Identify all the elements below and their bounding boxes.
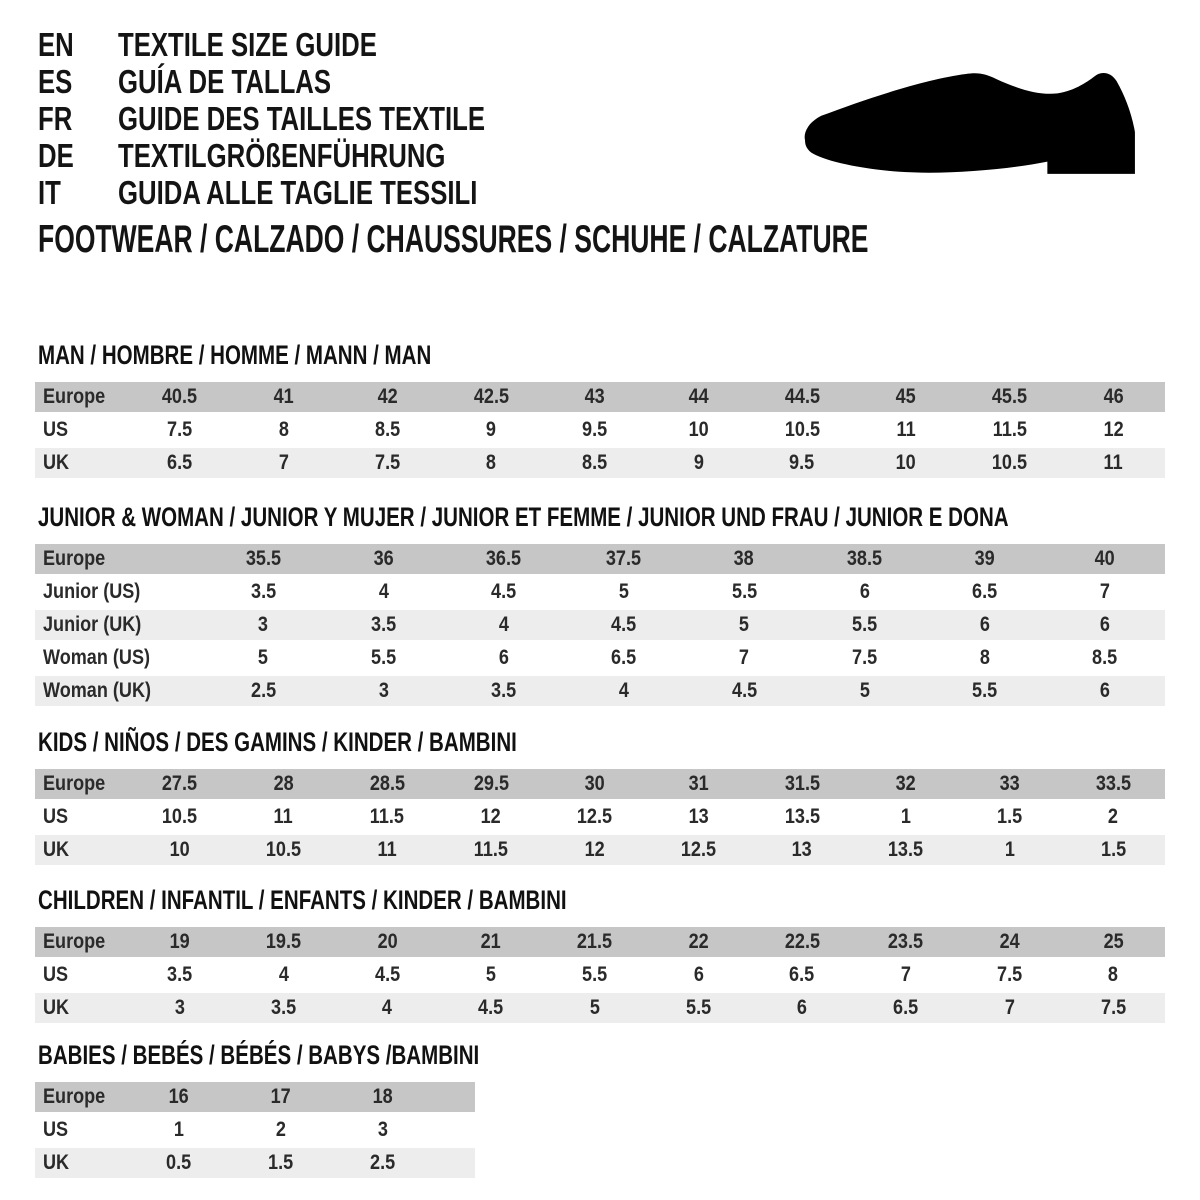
table-row <box>35 835 1165 865</box>
size-value-cell: 31 <box>688 772 709 795</box>
size-table-section <box>35 341 1165 481</box>
row-label: Europe <box>43 930 106 953</box>
size-value-cell: 3 <box>377 1118 389 1141</box>
size-value-cell: 3.5 <box>250 580 276 603</box>
size-value-cell: 6.5 <box>893 996 919 1019</box>
size-value-cell: 19.5 <box>265 930 302 953</box>
size-value-cell: 7 <box>1099 580 1110 603</box>
table-row <box>35 993 1165 1023</box>
size-value-cell: 2.5 <box>370 1151 396 1174</box>
size-value-cell: 1.5 <box>1100 838 1126 861</box>
size-value-cell: 22 <box>688 930 709 953</box>
size-value-cell: 11 <box>377 838 397 861</box>
size-value-cell: 10 <box>169 838 190 861</box>
row-label: UK <box>43 996 70 1019</box>
row-label: US <box>43 805 69 828</box>
size-value-cell: 4.5 <box>731 679 757 702</box>
row-label: Woman (US) <box>43 646 151 669</box>
size-value-cell: 5 <box>485 963 496 986</box>
size-value-cell: 8 <box>1108 963 1119 986</box>
size-value-cell: 7.5 <box>1100 996 1126 1019</box>
size-value-cell: 27.5 <box>162 772 198 795</box>
size-table <box>35 769 1165 865</box>
size-value-cell: 11.5 <box>370 805 405 828</box>
table-row <box>35 676 1165 706</box>
size-value-cell: 42 <box>377 385 398 408</box>
row-label: UK <box>43 1151 70 1174</box>
language-label: TEXTILE SIZE GUIDE <box>118 25 377 63</box>
size-value-cell: 6.5 <box>167 451 193 474</box>
size-value-cell: 6 <box>693 963 704 986</box>
size-value-cell: 10.5 <box>265 838 302 861</box>
language-label: GUIDA ALLE TAGLIE TESSILI <box>118 173 478 211</box>
size-value-cell: 7 <box>1004 996 1015 1019</box>
row-label: Europe <box>43 547 106 570</box>
size-value-cell: 12 <box>1103 418 1124 441</box>
size-value-cell: 8.5 <box>1092 646 1118 669</box>
size-value-cell: 31.5 <box>784 772 820 795</box>
size-value-cell: 0.5 <box>166 1151 192 1174</box>
size-value-cell: 13.5 <box>784 805 820 828</box>
size-value-cell: 2 <box>275 1118 287 1141</box>
size-value-cell: 32 <box>895 772 916 795</box>
size-value-cell: 18 <box>372 1085 394 1108</box>
size-value-cell: 9 <box>485 418 496 441</box>
size-value-cell: 7.5 <box>996 963 1023 986</box>
size-value-cell: 6 <box>1099 613 1110 636</box>
row-label: Europe <box>43 385 106 408</box>
size-value-cell: 41 <box>273 385 294 408</box>
language-label: GUÍA DE TALLAS <box>118 62 332 100</box>
row-label: Junior (UK) <box>43 613 142 636</box>
row-label: UK <box>43 451 70 474</box>
size-value-cell: 9.5 <box>789 451 815 474</box>
size-value-cell: 12.5 <box>577 805 613 828</box>
size-value-cell: 29.5 <box>473 772 509 795</box>
size-value-cell: 7 <box>739 646 750 669</box>
table-row <box>35 927 1165 957</box>
language-code: FR <box>38 99 73 137</box>
size-value-cell: 20 <box>377 930 398 953</box>
size-value-cell: 44 <box>688 385 709 408</box>
size-value-cell: 5.5 <box>582 963 608 986</box>
table-title: KIDS / NIÑOS / DES GAMINS / KINDER / BAMBINI <box>38 727 517 757</box>
size-value-cell: 4.5 <box>611 613 637 636</box>
row-label: US <box>43 418 69 441</box>
size-value-cell: 28.5 <box>369 772 405 795</box>
language-row <box>38 100 589 137</box>
size-value-cell: 1.5 <box>268 1151 294 1174</box>
size-value-cell: 4 <box>498 613 509 636</box>
size-value-cell: 5 <box>258 646 269 669</box>
table-row <box>35 1148 475 1178</box>
table-row <box>35 643 1165 673</box>
size-value-cell: 37.5 <box>606 547 642 570</box>
size-value-cell: 3.5 <box>270 996 297 1019</box>
size-value-cell: 11.5 <box>473 838 509 861</box>
size-table-section <box>35 886 1165 1026</box>
size-value-cell: 11.5 <box>992 418 1027 441</box>
size-value-cell: 40.5 <box>162 385 198 408</box>
size-value-cell: 45.5 <box>991 385 1028 408</box>
row-label: US <box>43 1118 69 1141</box>
size-value-cell: 6 <box>797 996 808 1019</box>
size-value-cell: 46 <box>1103 385 1124 408</box>
language-code: DE <box>38 136 74 174</box>
size-value-cell: 3.5 <box>167 963 193 986</box>
size-value-cell: 33 <box>999 772 1020 795</box>
table-row <box>35 1115 475 1145</box>
size-value-cell: 38 <box>734 547 755 570</box>
table-title: JUNIOR & WOMAN / JUNIOR Y MUJER / JUNIOR ET FEMME / JUNIOR UND FRAU / JUNIOR E DONA <box>38 502 1009 532</box>
table-title: CHILDREN / INFANTIL / ENFANTS / KINDER / BAMBINI <box>38 885 567 915</box>
size-value-cell: 6 <box>979 613 990 636</box>
shoe-icon <box>803 70 1139 184</box>
size-value-cell: 10 <box>895 451 916 474</box>
table-row <box>35 960 1165 990</box>
size-table-section <box>35 503 1165 709</box>
size-value-cell: 5 <box>859 679 870 702</box>
size-value-cell: 39 <box>974 547 995 570</box>
table-row <box>35 802 1165 832</box>
size-value-cell: 3 <box>258 613 269 636</box>
table-row <box>35 769 1165 799</box>
size-value-cell: 19 <box>169 930 190 953</box>
size-value-cell: 7.5 <box>374 451 400 474</box>
size-value-cell: 1 <box>1004 838 1015 861</box>
size-value-cell: 8.5 <box>582 451 608 474</box>
language-row <box>38 174 589 211</box>
language-row <box>38 26 589 63</box>
language-code: EN <box>38 25 74 63</box>
row-label: US <box>43 963 69 986</box>
row-label: UK <box>43 838 70 861</box>
size-value-cell: 6 <box>859 580 870 603</box>
size-value-cell: 5.5 <box>851 613 877 636</box>
size-value-cell: 5.5 <box>972 679 998 702</box>
size-value-cell: 4 <box>618 679 629 702</box>
size-value-cell: 3.5 <box>370 613 396 636</box>
size-value-cell: 10.5 <box>784 418 820 441</box>
table-title: BABIES / BEBÉS / BÉBÉS / BABYS /BAMBINI <box>38 1040 480 1070</box>
size-value-cell: 10 <box>688 418 709 441</box>
size-value-cell: 9 <box>693 451 704 474</box>
size-value-cell: 1.5 <box>996 805 1023 828</box>
row-label: Woman (UK) <box>43 679 152 702</box>
size-value-cell: 7 <box>278 451 289 474</box>
language-label: GUIDE DES TAILLES TEXTILE <box>118 99 486 137</box>
size-value-cell: 3 <box>174 996 185 1019</box>
size-value-cell: 12 <box>480 805 502 828</box>
size-value-cell: 42.5 <box>473 385 509 408</box>
size-value-cell: 25 <box>1103 930 1124 953</box>
size-value-cell: 4 <box>382 996 393 1019</box>
size-value-cell: 23.5 <box>888 930 924 953</box>
size-value-cell: 5 <box>618 580 629 603</box>
size-value-cell: 11 <box>274 805 294 828</box>
size-value-cell: 36 <box>373 547 394 570</box>
size-value-cell: 35.5 <box>245 547 281 570</box>
table-row <box>35 610 1165 640</box>
table-row <box>35 382 1165 412</box>
size-value-cell: 13.5 <box>888 838 924 861</box>
size-value-cell: 7.5 <box>167 418 193 441</box>
size-value-cell: 30 <box>584 772 605 795</box>
size-value-cell: 9.5 <box>582 418 608 441</box>
table-row <box>35 448 1165 478</box>
size-value-cell: 4.5 <box>491 580 517 603</box>
size-value-cell: 40 <box>1094 547 1115 570</box>
size-value-cell: 2.5 <box>250 679 276 702</box>
size-value-cell: 5.5 <box>731 580 757 603</box>
size-value-cell: 13 <box>792 838 813 861</box>
language-code: IT <box>38 173 61 211</box>
table-row <box>35 577 1165 607</box>
size-value-cell: 45 <box>895 385 916 408</box>
size-value-cell: 8.5 <box>374 418 400 441</box>
table-title: MAN / HOMBRE / HOMME / MANN / MAN <box>38 340 432 370</box>
size-value-cell: 13 <box>688 805 709 828</box>
size-table-section <box>35 728 1165 868</box>
size-value-cell: 7 <box>900 963 911 986</box>
size-value-cell: 17 <box>270 1085 292 1108</box>
size-value-cell: 10.5 <box>162 805 198 828</box>
size-value-cell: 4 <box>278 963 289 986</box>
language-row <box>38 63 589 100</box>
size-value-cell: 5.5 <box>370 646 396 669</box>
size-value-cell: 44.5 <box>784 385 820 408</box>
size-value-cell: 4 <box>378 580 389 603</box>
size-value-cell: 10.5 <box>991 451 1028 474</box>
size-value-cell: 11 <box>896 418 916 441</box>
size-value-cell: 8 <box>485 451 496 474</box>
size-value-cell: 1 <box>173 1118 185 1141</box>
size-value-cell: 8 <box>278 418 289 441</box>
size-value-cell: 43 <box>584 385 605 408</box>
size-value-cell: 11 <box>1103 451 1123 474</box>
size-table-section <box>35 1040 480 1181</box>
size-value-cell: 12 <box>584 838 605 861</box>
size-value-cell: 5 <box>739 613 750 636</box>
size-value-cell: 6.5 <box>789 963 815 986</box>
size-value-cell: 3.5 <box>491 679 517 702</box>
size-value-cell: 6.5 <box>611 646 637 669</box>
row-label: Europe <box>43 772 106 795</box>
size-value-cell: 6 <box>498 646 509 669</box>
language-header <box>38 26 589 211</box>
size-value-cell: 1 <box>900 805 911 828</box>
size-value-cell: 2 <box>1108 805 1119 828</box>
category-heading: FOOTWEAR / CALZADO / CHAUSSURES / SCHUHE / CALZATURE <box>38 218 869 261</box>
size-value-cell: 28 <box>273 772 294 795</box>
size-table <box>35 1082 475 1178</box>
size-value-cell: 22.5 <box>784 930 820 953</box>
table-row <box>35 415 1165 445</box>
table-row <box>35 1082 475 1112</box>
size-value-cell: 5 <box>589 996 600 1019</box>
size-value-cell: 6.5 <box>972 580 998 603</box>
size-table <box>35 382 1165 478</box>
size-value-cell: 21.5 <box>577 930 613 953</box>
size-value-cell: 38.5 <box>846 547 882 570</box>
size-value-cell: 5.5 <box>685 996 711 1019</box>
size-value-cell: 6 <box>1099 679 1110 702</box>
size-value-cell: 16 <box>168 1085 190 1108</box>
size-table <box>35 927 1165 1023</box>
size-table <box>35 544 1165 706</box>
size-value-cell: 4.5 <box>374 963 400 986</box>
size-value-cell: 4.5 <box>478 996 504 1019</box>
size-value-cell: 33.5 <box>1095 772 1131 795</box>
size-value-cell: 21 <box>480 930 502 953</box>
size-value-cell: 3 <box>378 679 389 702</box>
size-value-cell: 12.5 <box>680 838 716 861</box>
language-label: TEXTILGRÖßENFÜHRUNG <box>118 136 446 174</box>
language-row <box>38 137 589 174</box>
table-row <box>35 544 1165 574</box>
row-label: Junior (US) <box>43 580 141 603</box>
size-value-cell: 36.5 <box>486 547 522 570</box>
language-code: ES <box>38 62 73 100</box>
size-value-cell: 7.5 <box>851 646 877 669</box>
row-label: Europe <box>43 1085 106 1108</box>
size-value-cell: 8 <box>979 646 990 669</box>
size-value-cell: 24 <box>999 930 1020 953</box>
